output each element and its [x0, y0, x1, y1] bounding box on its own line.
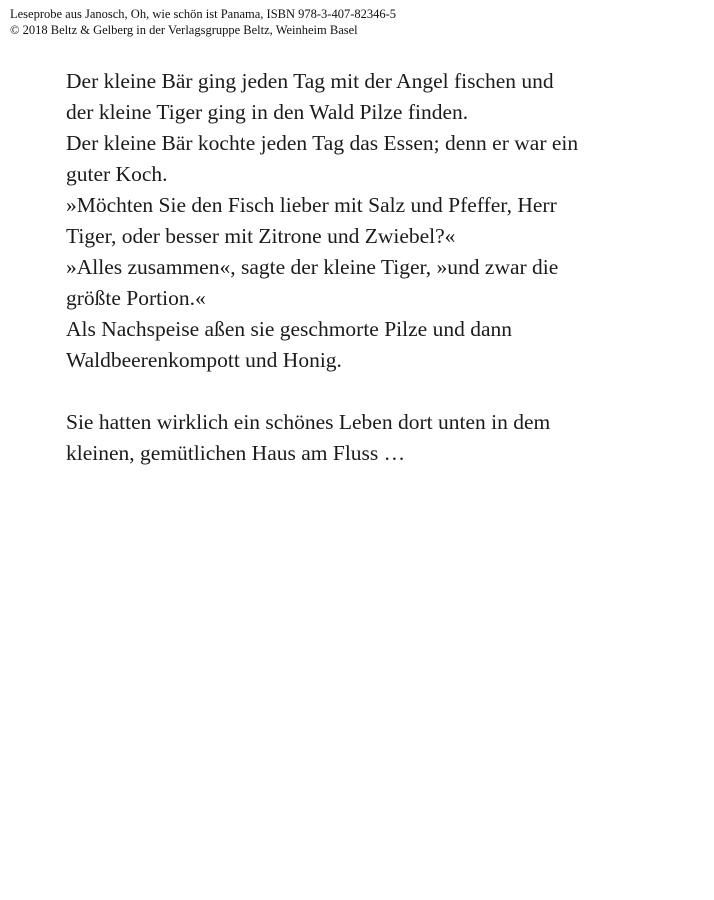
text-line: »Alles zusammen«, sagte der kleine Tiger, »und zwar die [66, 255, 559, 279]
text-line: kleinen, gemütlichen Haus am Fluss … [66, 441, 406, 465]
text-line: »Möchten Sie den Fisch lieber mit Salz und Pfeffer, Herr [66, 193, 557, 217]
text-line: Sie hatten wirklich ein schönes Leben dort unten in dem [66, 410, 551, 434]
text-line: Als Nachspeise aßen sie geschmorte Pilze und dann [66, 317, 512, 341]
text-line: Der kleine Bär kochte jeden Tag das Essen; denn er war ein [66, 131, 579, 155]
text-line: Waldbeerenkompott und Honig. [66, 348, 342, 372]
text-line: Tiger, oder besser mit Zitrone und Zwiebel?« [66, 224, 456, 248]
header-copyright-line: © 2018 Beltz & Gelberg in der Verlagsgruppe Beltz, Weinheim Basel [10, 23, 358, 37]
text-line: der kleine Tiger ging in den Wald Pilze finden. [66, 100, 469, 124]
text-line: guter Koch. [66, 162, 168, 186]
paragraph-break [66, 376, 666, 407]
story-text [66, 66, 666, 469]
header-source-line: Leseprobe aus Janosch, Oh, wie schön ist Panama, ISBN 978-3-407-82346-5 [10, 7, 397, 21]
page-header [10, 6, 396, 38]
text-line: Der kleine Bär ging jeden Tag mit der Angel fischen und [66, 69, 554, 93]
text-line: größte Portion.« [66, 286, 206, 310]
